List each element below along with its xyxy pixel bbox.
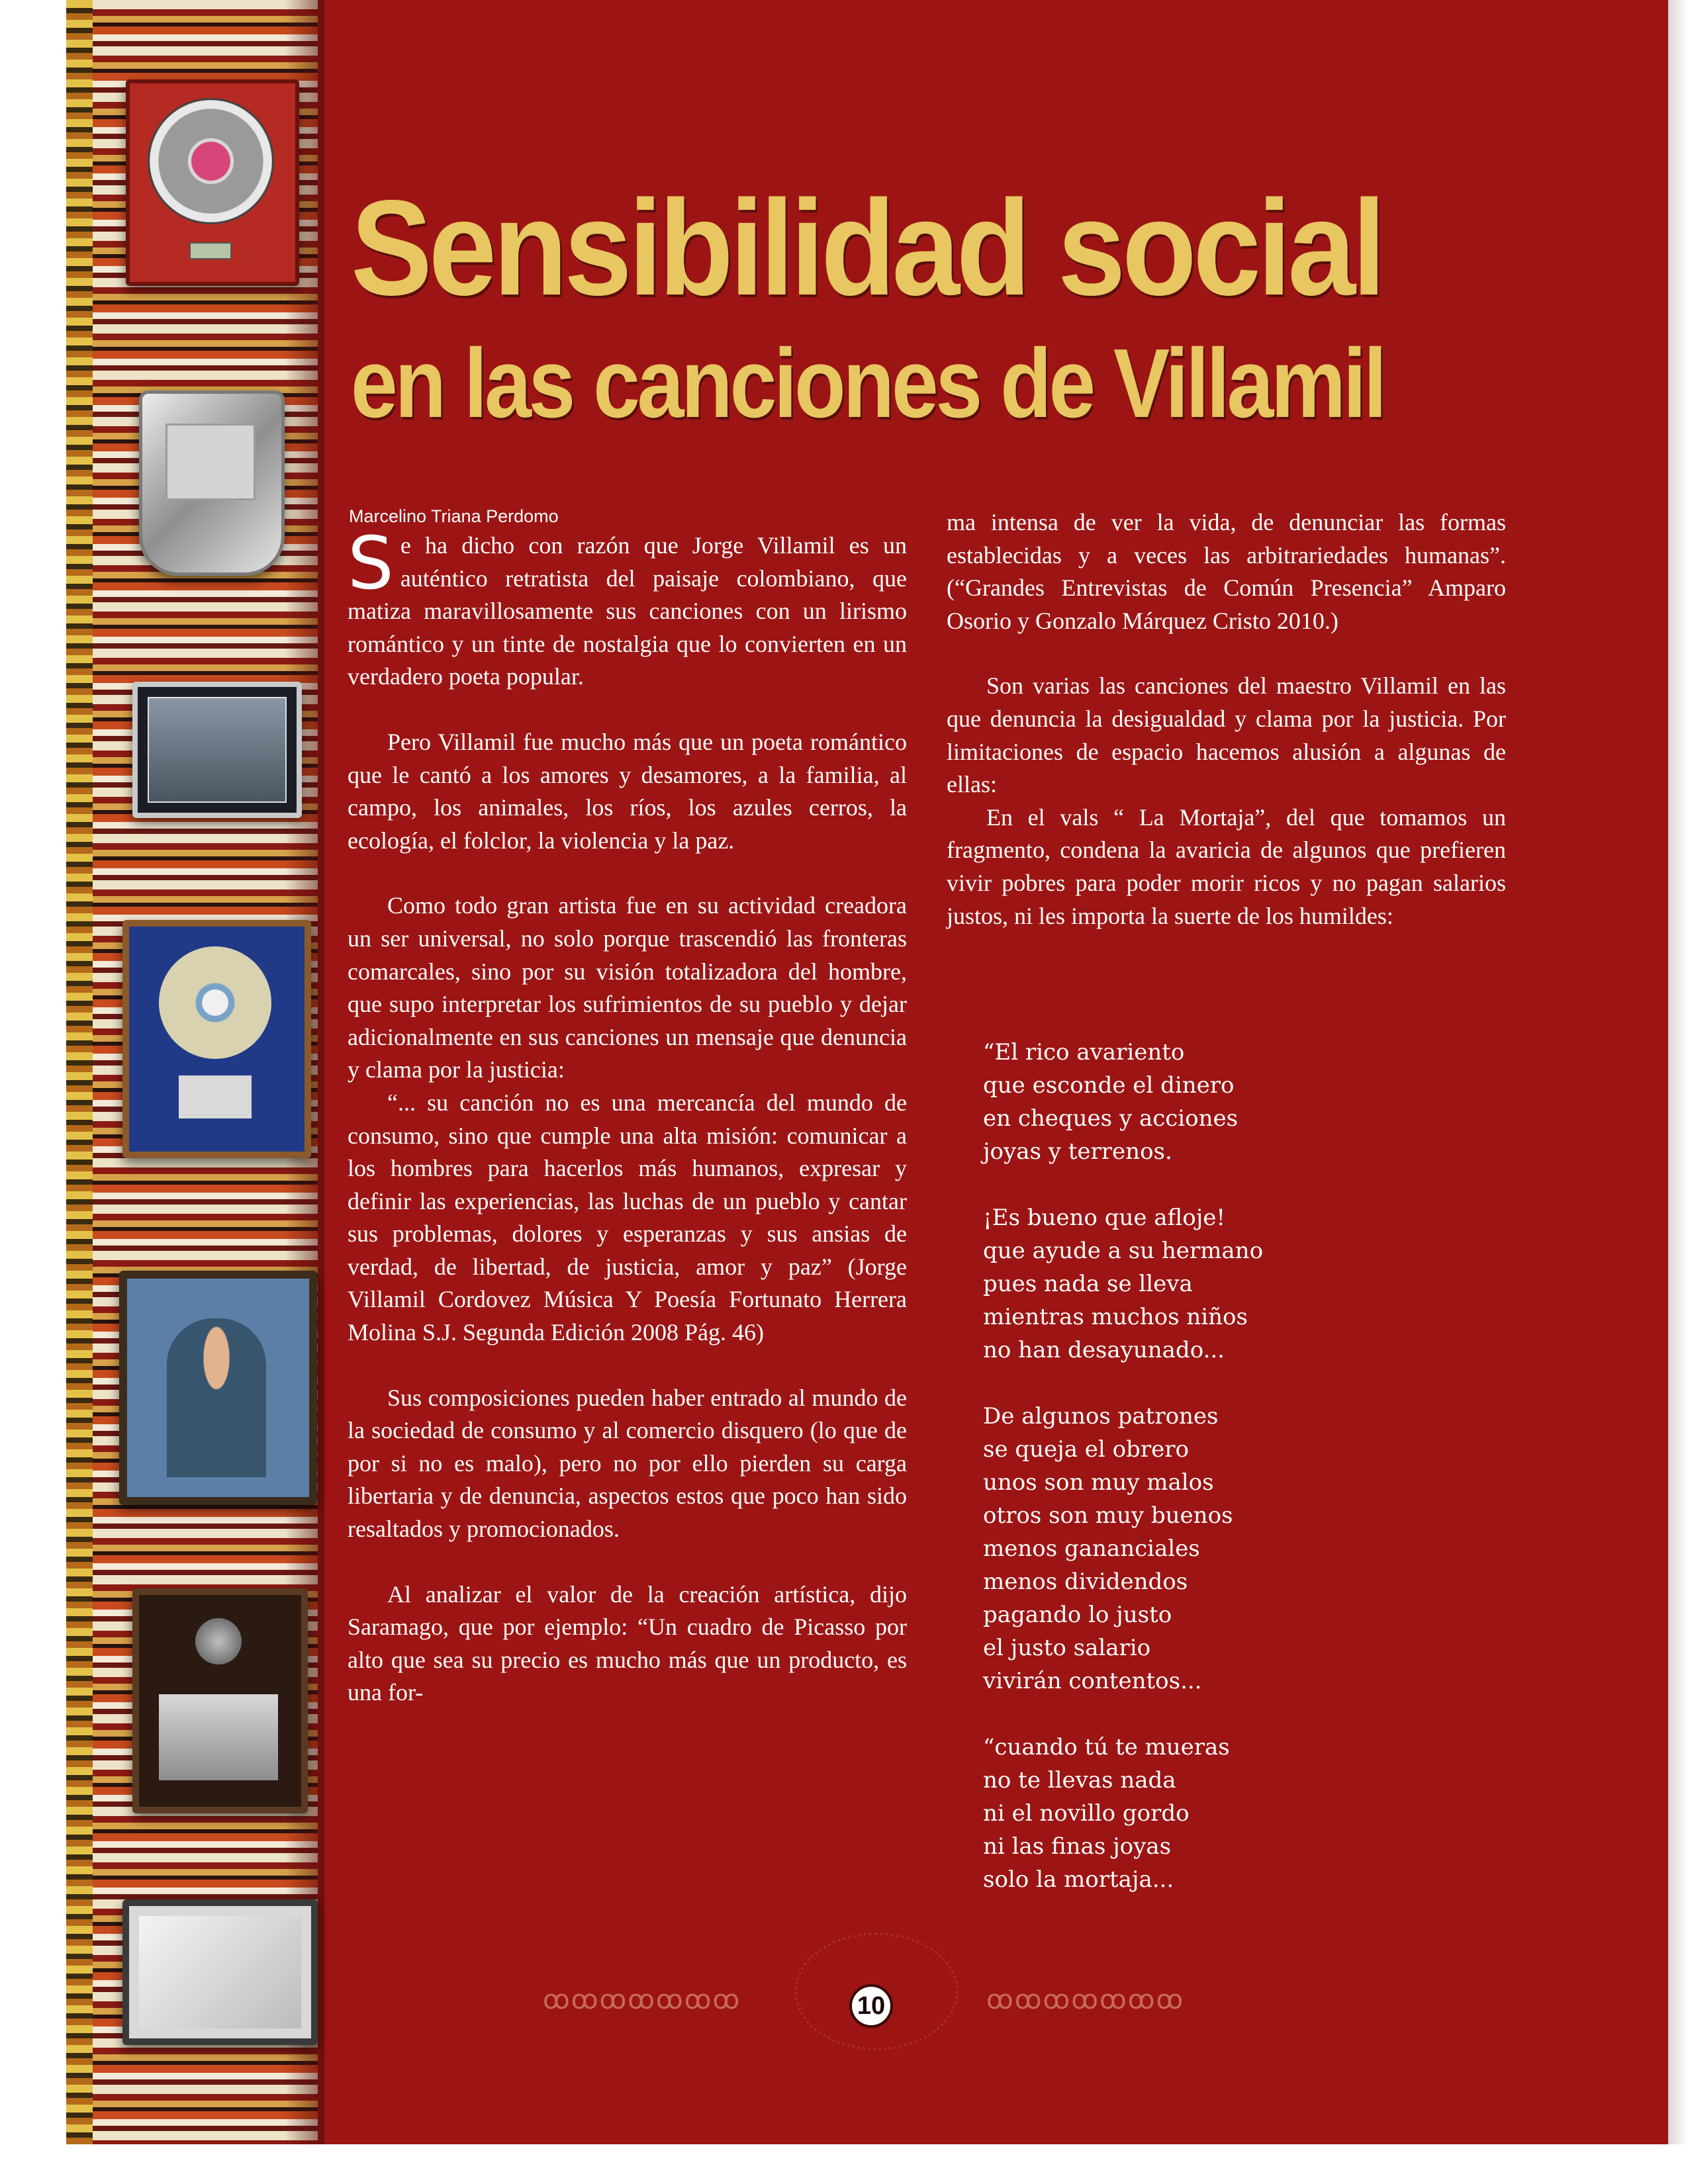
left-text-column xyxy=(348,521,907,1709)
glass-frame-image xyxy=(122,1899,318,2045)
verse-line: “El rico avariento xyxy=(983,1039,1185,1066)
verse-line: no han desayunado... xyxy=(983,1337,1225,1363)
paragraph-continued: ma intensa de ver la vida, de denunciar las formas establecidas y a veces las arbitrariedades humanas”. (“Grandes Entrevistas de Común Presencia” Amparo Osorio y Gonzalo Márquez Cristo 2010.) xyxy=(947,509,1506,634)
medal-icon xyxy=(195,1618,242,1664)
shield-inscription xyxy=(165,424,256,500)
disc-icon xyxy=(159,946,271,1059)
stanza-1 xyxy=(983,1036,1446,1168)
shield-plaque-image xyxy=(139,390,285,576)
plaque-surface xyxy=(148,697,287,803)
verse-line: pagando lo justo xyxy=(983,1602,1172,1628)
engraved-plaque-image xyxy=(132,682,302,818)
paragraph-5: Sus composiciones pueden haber entrado al mundo de la sociedad de consumo y al comercio disquero (lo que de por si no es malo), pero no por ello pierden su carga libertaria y de denuncia, aspectos estos que poco han sido resaltados y promocionados. xyxy=(348,1384,907,1543)
paragraph-intro xyxy=(348,521,907,694)
verse-line: “cuando tú te mueras xyxy=(983,1734,1230,1760)
verse-line: en cheques y acciones xyxy=(983,1105,1239,1132)
disc-label xyxy=(179,1075,252,1118)
decorative-left-band xyxy=(66,0,93,2144)
page-number: 10 xyxy=(849,1984,893,2028)
song-excerpt xyxy=(983,1036,1446,1896)
drop-cap: S xyxy=(348,521,394,606)
verse-line: otros son muy buenos xyxy=(983,1502,1233,1529)
paragraph-6: Al analizar el valor de la creación artística, dijo Saramago, que por ejemplo: “Un cuadro de Picasso por alto que sea su precio es mucho más que un producto, es una for- xyxy=(348,1580,907,1706)
scan-margin xyxy=(0,2144,1688,2184)
paragraph-mortaja: En el vals “ La Mortaja”, del que tomamos un fragmento, condena la avaricia de algunos que prefieren vivir pobres para poder morir ricos y no pagan salarios justos, ni les importa la suerte de los humildes: xyxy=(947,803,1506,929)
verse-line: se queja el obrero xyxy=(983,1436,1189,1463)
verse-line: no te llevas nada xyxy=(983,1767,1176,1794)
verse-line: ni las finas joyas xyxy=(983,1833,1172,1860)
verse-line: menos dividendos xyxy=(983,1569,1188,1595)
paragraph-songs: Son varias las canciones del maestro Villamil en las que denuncia la desigualdad y clama por la justicia. Por limitaciones de espacio hacemos alusión a algunas de ellas: xyxy=(947,672,1506,798)
article-author: Marcelino Triana Perdomo xyxy=(349,506,559,526)
verse-line: pues nada se lleva xyxy=(983,1271,1193,1297)
verse-line: vivirán contentos... xyxy=(983,1668,1202,1694)
medal-plate xyxy=(159,1694,278,1780)
verse-line: De algunos patrones xyxy=(983,1403,1219,1430)
ornament-right-icon: ꝏꝏꝏꝏꝏꝏꝏ xyxy=(986,1985,1185,2015)
verse-line: que ayude a su hermano xyxy=(983,1238,1264,1264)
framed-gold-disc-image xyxy=(122,920,311,1158)
paragraph-intro-text: e ha dicho con razón que Jorge Villamil es un auténtico retratista del paisaje colombiano, que matiza maravillosamente sus canciones con un lirismo romántico y un tinte de nostalgia que lo convierten en un verdadero poeta popular. xyxy=(348,532,907,690)
verse-line: que esconde el dinero xyxy=(983,1072,1235,1099)
portrait-painting-image xyxy=(119,1271,317,1505)
portrait-figure xyxy=(167,1318,266,1477)
stanza-2 xyxy=(983,1201,1446,1367)
article-title: Sensibilidad social xyxy=(351,172,1383,324)
glass-panel xyxy=(139,1916,301,2028)
verse-line: unos son muy malos xyxy=(983,1469,1214,1496)
verse-line: ¡Es bueno que afloje! xyxy=(983,1205,1226,1231)
ornament-left-icon: ꝏꝏꝏꝏꝏꝏꝏ xyxy=(543,1985,741,2015)
verse-line: solo la mortaja... xyxy=(983,1866,1174,1893)
right-text-column xyxy=(947,506,1506,933)
verse-line: ni el novillo gordo xyxy=(983,1800,1190,1827)
quote-paragraph: “... su canción no es una mercancía del mundo de consumo, sino que cumple una alta misión: comunicar a los hombres para hacerlos más humanos, expresar y definir las experiencias, las luchas de un pueblo y cantar sus problemas, dolores y esperanzas y sus ansias de verdad, de libertad, de justicia, amor y paz” (Jorge Villamil Cordovez Música Y Poesía Fortunato Herrera Molina S.J. Segunda Edición 2008 Pág. 46) xyxy=(348,1089,907,1346)
award-plate xyxy=(189,242,232,259)
paragraph-3: Como todo gran artista fue en su actividad creadora un ser universal, no solo porque trascendió las fronteras comarcales, sino por su visión totalizadora del hombre, que supo interpretar los sufrimientos de su pueblo y dejar adicionalmente en sus canciones un mensaje que denuncia y clama por la justicia: xyxy=(348,892,907,1083)
verse-line: mientras muchos niños xyxy=(983,1304,1248,1330)
article-subtitle: en las canciones de Villamil xyxy=(351,329,1384,438)
page-edge xyxy=(1668,0,1688,2184)
gold-record-award-image xyxy=(126,79,299,286)
medal-plaque-image xyxy=(132,1588,308,1813)
stanza-3 xyxy=(983,1400,1446,1698)
stanza-4 xyxy=(983,1731,1446,1896)
verse-line: joyas y terrenos. xyxy=(983,1138,1172,1165)
vinyl-disc-icon xyxy=(150,100,272,222)
paragraph-2: Pero Villamil fue mucho más que un poeta romántico que le cantó a los amores y desamores, a la familia, al campo, los animales, los ríos, los azules cerros, la ecología, el folclor, la violencia y la paz. xyxy=(348,728,907,854)
verse-line: el justo salario xyxy=(983,1635,1151,1661)
verse-line: menos gananciales xyxy=(983,1535,1200,1562)
